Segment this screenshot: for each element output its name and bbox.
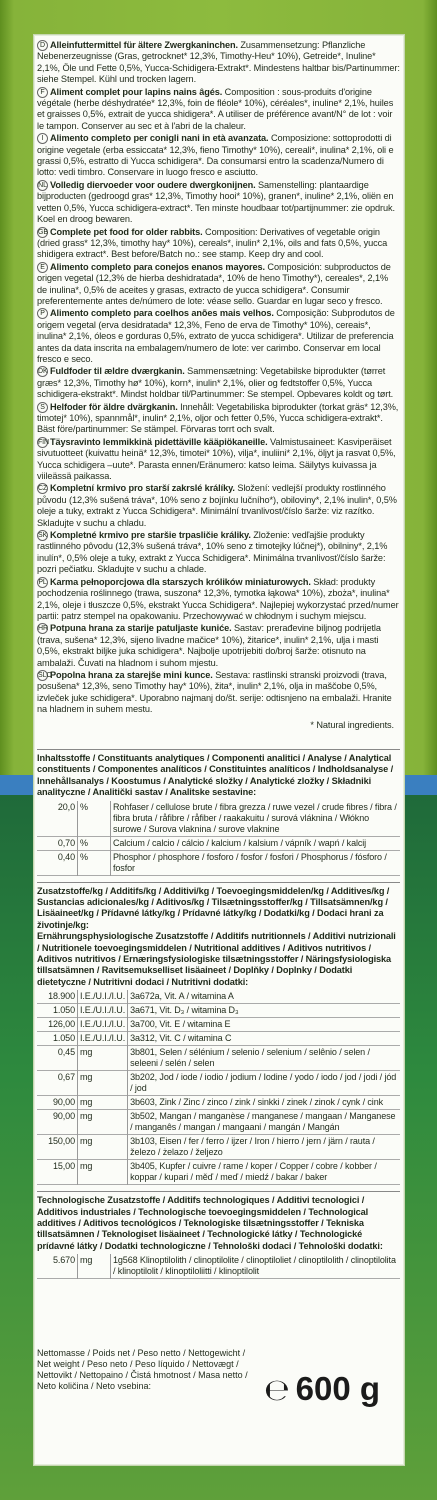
composition-text: Composición: subproductos de origen vegetal (12,3% de hierba deshidratada*, 10% de heno Timothy*), cereales*, 2,1% de inulina*, 0,5% de aceites y grasas, extracto de yucca schidigera*. Consumir preferentemente antes de/número de lote: véase sello. Guardar en lugar seco y fresco. bbox=[37, 261, 391, 306]
ingredient-paragraph bbox=[37, 623, 400, 669]
product-type-heading: Kompletné krmivo pre staršie trpasličie králiky. bbox=[50, 530, 251, 541]
row-value: 90,00 bbox=[37, 1096, 78, 1110]
table-row bbox=[37, 1018, 400, 1032]
row-value: 1.050 bbox=[37, 1004, 78, 1018]
product-type-heading: Fuldfoder til ældre dværgkanin. bbox=[50, 366, 185, 377]
table-row bbox=[37, 836, 400, 850]
natural-ingredients-note: * Natural ingredients. bbox=[310, 719, 394, 730]
row-description: 3b603, Zink / Zinc / zinco / zink / sinkki / zinek / zinok / cynk / cink bbox=[130, 1097, 384, 1108]
composition-text: Zusammensetzung: Pflanzliche Nebenerzeugnisse (Gras, getrocknet* 12,3%, Timothy-Heu* 10%), Getreide*, Inuline* 2,1%, Öle und Fette 0,5%, Yucca-Schidigera-Extrakt*. Mindestens haltbar bis/Partinummer: siehe Stempel. Kühl und trocken lagern. bbox=[37, 40, 400, 85]
ingredient-paragraph bbox=[37, 437, 400, 483]
row-description: Rohfaser / cellulose brute / fibra grezza / ruwe vezel / crude fibres / fibra / fibra bruta / råfibre / råfiber / raakakuitu / surová vláknina / Włókno surowe / Surova vlaknina / surove vlaknine bbox=[113, 801, 397, 834]
language-code-badge: PL bbox=[38, 578, 47, 586]
row-description: 3b801, Selen / sélénium / selenio / selenium / selênio / selen / seleeni / selén / selen bbox=[130, 1047, 370, 1069]
table-row bbox=[37, 801, 400, 837]
composition-text: Sastav: prerađevine biljnog podrijetla (trava, sušena* 12,3%, sijeno livadne mačice* 10%), žitarice*, inulin* 2,1%, ulja i masti 0,5%, ekstrakt biljke juka schidigera*. Najbolje upotrijebiti do/broj šarže: otisnuto na ambalaži. Čuvati na hladnom i suhom mjestu. bbox=[37, 623, 381, 668]
row-value: 15,00 bbox=[37, 1160, 78, 1185]
ingredients-list bbox=[37, 40, 400, 716]
row-unit: mg bbox=[78, 1071, 128, 1096]
row-unit: % bbox=[78, 850, 111, 875]
language-code-badge: FIN bbox=[38, 438, 49, 446]
net-weight-label: Nettomasse / Poids net / Peso netto / Nettogewicht / Net weight / Peso neto / Peso líquido / Nettovægt / Nettovikt / Nettopaino / Čistá hmotnost / Masa netto / Neto količina / Neto vsebina: bbox=[37, 1348, 248, 1391]
composition-text: Composizione: sottoprodotti di origine vegetale (erba essiccata* 12,3%, fieno Timothy* 10%), cereali*, inulina* 2,1%, oli e grassi 0,5%, estratto di Yucca schidigera*. Da consumarsi entro la scadenza/Numero di lotto: vedi timbro. Conservare in luogo fresco e asciutto. bbox=[37, 133, 394, 178]
composition-text: Composição: Subprodutos de origem vegetal (erva desidratada* 12,3%, Feno de erva de Timothy* 10%), cereais*, inulina* 2,1%, óleos e gorduras 0,5%, extrato de yucca schidigera*. Utilizar de preferencia antes da data inscrita na embalagem/numero de lote: ver carimbo. Conservar em local fresco e seco. bbox=[37, 308, 395, 364]
ingredient-paragraph bbox=[37, 40, 400, 86]
table-row bbox=[37, 1110, 400, 1135]
product-type-heading: Alimento completo para conejos enanos mayores. bbox=[50, 261, 265, 272]
table-row bbox=[37, 1135, 400, 1160]
product-type-heading: Complete pet food for older rabbits. bbox=[50, 226, 203, 237]
product-type-heading: Volledig diervoeder voor oudere dwergkonijnen. bbox=[50, 179, 256, 190]
product-type-heading: Alimento completo per conigli nani in età avanzata. bbox=[50, 133, 269, 144]
row-description: 3a672a, Vit. A / witamina A bbox=[130, 991, 234, 1002]
table-row bbox=[37, 1004, 400, 1018]
row-unit: mg bbox=[78, 1046, 128, 1071]
estimated-sign-icon: ℮ bbox=[263, 1373, 290, 1408]
row-value: 5.670 bbox=[37, 1254, 78, 1279]
net-weight-value bbox=[264, 1370, 380, 1408]
product-type-heading: Alimento completo para coelhos anões mais velhos. bbox=[50, 308, 274, 319]
row-description: 3a312, Vit. C / witamina C bbox=[130, 1033, 232, 1044]
table-row bbox=[37, 850, 400, 875]
language-code-badge: D bbox=[37, 40, 48, 51]
row-unit: I.E./U.I./I.U. bbox=[78, 1018, 128, 1032]
row-description: 3a700, Vit. E / witamina E bbox=[130, 1019, 231, 1030]
row-unit: mg bbox=[78, 1135, 128, 1160]
row-value: 150,00 bbox=[37, 1135, 78, 1160]
additives-title: Zusatzstoffe/kg / Additifs/kg / Additivi/kg / Toevoegingsmiddelen/kg / Additives/kg / Sustancias adicionales/kg / Aditivos/kg / Tilsætningsstoffer/kg / Tillsatsämnen/kg / Lisäaineet/kg / Přídavné látky/kg / Prídavné látky/kg / Dodatki/kg / Dodaci hrani za životinje/kg: bbox=[37, 882, 400, 932]
product-type-heading: Popolna hrana za starejše mini kunce. bbox=[50, 669, 213, 680]
language-code-badge: F bbox=[37, 87, 48, 98]
row-value: 0,45 bbox=[37, 1046, 78, 1071]
additives-table bbox=[37, 990, 400, 1185]
ingredient-paragraph bbox=[37, 530, 400, 576]
table-row bbox=[37, 1071, 400, 1096]
composition-text: Composition: Derivatives of vegetable origin (dried grass* 12,3%, timothy hay* 10%), cereals*, inulin* 2,1%, oils and fats 0,5%, yucca shidigera extract*. Best before/Batch no.: see stamp. Keep dry and cool. bbox=[37, 226, 388, 260]
composition-text: Skład: produkty pochodzenia roślinnego (trawa, suszona* 12,3%, tymotka łąkowa* 10%), zboża*, inulina* 2,1%, oleje i tłuszcze 0,5%, ekstrakt Yucca Schidigera*. Najlepiej wykorzystać przed/numer partii: patrz stempel na opakowaniu. Przechowywać w chłodnym i suchym miejscu. bbox=[37, 576, 399, 621]
analytic-title: Inhaltsstoffe / Constituants analytiques / Componenti analitici / Analyse / Analytical constituents / Componentes analíticos / Constituintes analíticos / Indholdsanalyse / Innehållsanalys / Koostumus / Analytické složky / Analytické zložky / Składniki analityczne / Analitički sastav / Analitske sestavine: bbox=[37, 749, 400, 799]
row-value: 0,67 bbox=[37, 1071, 78, 1096]
row-value: 0,40 bbox=[37, 850, 78, 875]
table-row bbox=[37, 1160, 400, 1185]
row-description: 3b502, Mangan / manganèse / manganese / mangaan / Manganese / manganês / mangan / mangaani / mangán / Mangán bbox=[130, 1111, 396, 1133]
product-type-heading: Helfoder för äldre dvärgkanin. bbox=[50, 401, 178, 412]
row-unit: mg bbox=[78, 1110, 128, 1135]
product-type-heading: Alleinfuttermittel für ältere Zwergkaninchen. bbox=[50, 40, 238, 50]
nutritional-additives-subtitle: Ernährungsphysiologische Zusatzstoffe / Additifs nutritionnels / Additivi nutrizionali / Nutritionele toevoegingsmiddelen / Nutritional additives / Aditivos nutritivos / Aditivos nutritivos / Ernæringsfysiologiske tilsætningsstoffer / Näringsfysiologiska tillsatsämnen / Ravitsemukselliset lisäaineet / Doplňky / Doplnky / Dodatki dietetyczne / Nutritivni dodaci / Nutritivni dodatki: bbox=[37, 931, 396, 987]
composition-text: Složení: vedlejší produkty rostlinného původu (12,3% sušená tráva*, 10% seno z bojínku lučního*), obiloviny*, 2,1% inulin*, 0,5% oleje a tuky, extrakt z Yucca Schidigera*. Minimální trvanlivost/číslo šarže: viz razítko. Skladujte v suchu a chladu. bbox=[37, 483, 397, 528]
row-unit: mg bbox=[78, 1254, 111, 1279]
row-description: 3b202, Jod / iode / iodio / jodium / Iodine / yodo / iodo / jod / jodi / jód / jod bbox=[130, 1072, 397, 1094]
language-code-badge: S bbox=[37, 402, 48, 413]
weight-text: 600 g bbox=[295, 1370, 380, 1407]
product-type-heading: Potpuna hrana za starije patuljaste kuniće. bbox=[50, 623, 232, 634]
label-text bbox=[37, 40, 400, 1279]
composition-text: Zloženie: vedľajšie produkty rastlinného pôvodu (12,3% sušená tráva*, 10% seno z timotejky lúčnej*), obilniny*, 2,1% inulín*, 0,5% oleje a tuky, extrakt z Yucca Schidigera*. Minimálna trvanlivosť/číslo šarže: pozri pečiatku. Skladujte v suchu a chlade. bbox=[37, 530, 388, 575]
row-description: Calcium / calcio / cálcio / kalcium / kalsium / vápník / wapń / kalcij bbox=[113, 837, 367, 848]
language-code-badge: HR bbox=[38, 625, 48, 633]
language-code-badge: I bbox=[37, 133, 48, 144]
composition-text: Composition : sous-produits d'origine végétale (herbe déshydratée* 12,3%, foin de fléole* 10%), céréales*, inuline* 2,1%, huiles et graisses 0,5%, extrait de yucca shidigera*. A utiliser de préférence avant/N° de lot : voir le tampon. Conserver au sec et à l'abri de la chaleur. bbox=[37, 86, 394, 131]
row-value: 90,00 bbox=[37, 1110, 78, 1135]
row-value: 0,70 bbox=[37, 836, 78, 850]
row-description: Phosphor / phosphore / fosforo / fosfor / fosfori / Phosphorus / fósforo / fosfor bbox=[113, 851, 387, 873]
product-type-heading: Täysravinto lemmikkinä pidettäville kääpiökaneille. bbox=[50, 436, 268, 447]
language-code-badge: SLO bbox=[38, 671, 52, 679]
ingredient-paragraph bbox=[37, 366, 400, 400]
product-type-heading: Kompletní krmivo pro starší zakrslé králíky. bbox=[50, 483, 235, 494]
ingredient-paragraph bbox=[37, 402, 400, 436]
row-unit: % bbox=[78, 836, 111, 850]
ingredient-paragraph bbox=[37, 133, 400, 179]
table-row bbox=[37, 990, 400, 1004]
row-unit: I.E./U.I./I.U. bbox=[78, 1032, 128, 1046]
language-code-badge: DK bbox=[38, 368, 48, 376]
language-code-badge: GB bbox=[38, 228, 48, 236]
row-value: 126,00 bbox=[37, 1018, 78, 1032]
ingredient-paragraph bbox=[37, 262, 400, 308]
table-row bbox=[37, 1032, 400, 1046]
composition-text: Sestava: rastlinski stranski proizvodi (trava, posušena* 12,3%, seno Timothy hay* 10%), žita*, inulin* 2,1%, olja in maščobe 0,5%, izvleček juke schidigera*. Uporabno najmanj do/št. serije: odtisnjeno na embalaži. Hranite na hladnem in suhem mestu. bbox=[37, 669, 392, 715]
composition-text: Samenstelling: plantaardige bijproducten (gedroogd gras* 12,3%, Timothy hooi* 10%), granen*, inuline* 2,1%, oliën en vetten 0,5%, Yucca schidigera-extract*. Ten minste houdbaar tot/partijnummer: zie opdruk. Koel en droog bewaren. bbox=[37, 179, 395, 225]
row-description: 1g568 Klinoptilolith / clinoptilolite / clinoptiloliet / clinoptilolith / clinoptilolita / klinoptilolit / klinoptiloliitti / klinoptilolit bbox=[113, 1255, 396, 1277]
row-unit: I.E./U.I./I.U. bbox=[78, 1004, 128, 1018]
composition-text: Valmistusaineet: Kasviperäiset sivutuotteet (kuivattu heinä* 12,3%, timotei* 10%), vilja*, inuliini* 2,1%, öljyt ja rasvat 0,5%, Yucca schidigera –uute*. Parasta ennen/Eränumero: katso leima. Säilytys kuivassa ja viileässä paikassa. bbox=[37, 436, 396, 482]
row-unit: % bbox=[78, 801, 111, 837]
table-row bbox=[37, 1254, 400, 1279]
ingredient-paragraph bbox=[37, 670, 400, 716]
row-value: 20,0 bbox=[37, 801, 78, 837]
net-weight-block bbox=[37, 1348, 400, 1408]
row-value: 18.900 bbox=[37, 990, 78, 1004]
language-code-badge: E bbox=[37, 262, 48, 273]
product-type-heading: Aliment complet pour lapins nains âgés. bbox=[50, 86, 223, 97]
language-code-badge: NL bbox=[38, 181, 47, 189]
ingredient-paragraph bbox=[37, 483, 400, 529]
ingredient-paragraph bbox=[37, 577, 400, 623]
ingredient-paragraph bbox=[37, 180, 400, 226]
ingredient-paragraph bbox=[37, 308, 400, 365]
row-description: 3a671, Vit. D₃ / witamina D₃ bbox=[130, 1005, 239, 1016]
ingredient-paragraph bbox=[37, 227, 400, 261]
row-description: 3b103, Eisen / fer / ferro / ijzer / Iron / hierro / jern / järn / rauta / železo / żelazo / željezo bbox=[130, 1136, 375, 1158]
language-code-badge: P bbox=[37, 308, 48, 319]
row-unit: mg bbox=[78, 1096, 128, 1110]
language-code-badge: CZ bbox=[38, 485, 48, 493]
table-row bbox=[37, 1096, 400, 1110]
technological-table bbox=[37, 1254, 400, 1279]
technological-title: Technologische Zusatzstoffe / Additifs technologiques / Additivi tecnologici / Additivos industriales / Technologische toevoegingsmiddelen / Technological additives / Aditivos tecnológicos / Teknologiske tilsætningsstoffer / Tekniska tillsatsämnen / Teknologiset lisäaineet / Technologické látky / Technologické prídavné látky / Dodatki technologiczne / Tehnološki dodaci / Tehnološki dodatki: bbox=[37, 1191, 400, 1252]
analytic-table bbox=[37, 801, 400, 876]
row-description: 3b405, Kupfer / cuivre / rame / koper / Copper / cobre / kobber / koppar / kupari / měď / meď / miedź / bakar / baker bbox=[130, 1161, 377, 1183]
table-row bbox=[37, 1046, 400, 1071]
composition-text: Sammensætning: Vegetabilske biprodukter (tørret græs* 12,3%, Timothy hø* 10%), korn*, inulin* 2,1%, olier og fedtstoffer 0,5%, Yucca schidigera-ekstrakt*. Mindst holdbar til/Partinummer: Se stempel. Opbevares koldt og tørt. bbox=[37, 366, 394, 400]
ingredient-paragraph bbox=[37, 87, 400, 133]
row-unit: mg bbox=[78, 1160, 128, 1185]
row-unit: I.E./U.I./I.U. bbox=[78, 990, 128, 1004]
row-value: 1.050 bbox=[37, 1032, 78, 1046]
product-type-heading: Karma pełnoporcjowa dla starszych królików miniaturowych. bbox=[50, 576, 311, 587]
composition-text: Innehåll: Vegetabiliska biprodukter (torkat gräs* 12,3%, timotej* 10%), spannmål*, inulin* 2,1%, oljor och fetter 0,5%, Yucca schidigera-extrakt*. Bäst före/partinummer: Se stämpel. Förvaras torrt och svalt. bbox=[37, 401, 399, 435]
language-code-badge: SK bbox=[38, 532, 48, 540]
